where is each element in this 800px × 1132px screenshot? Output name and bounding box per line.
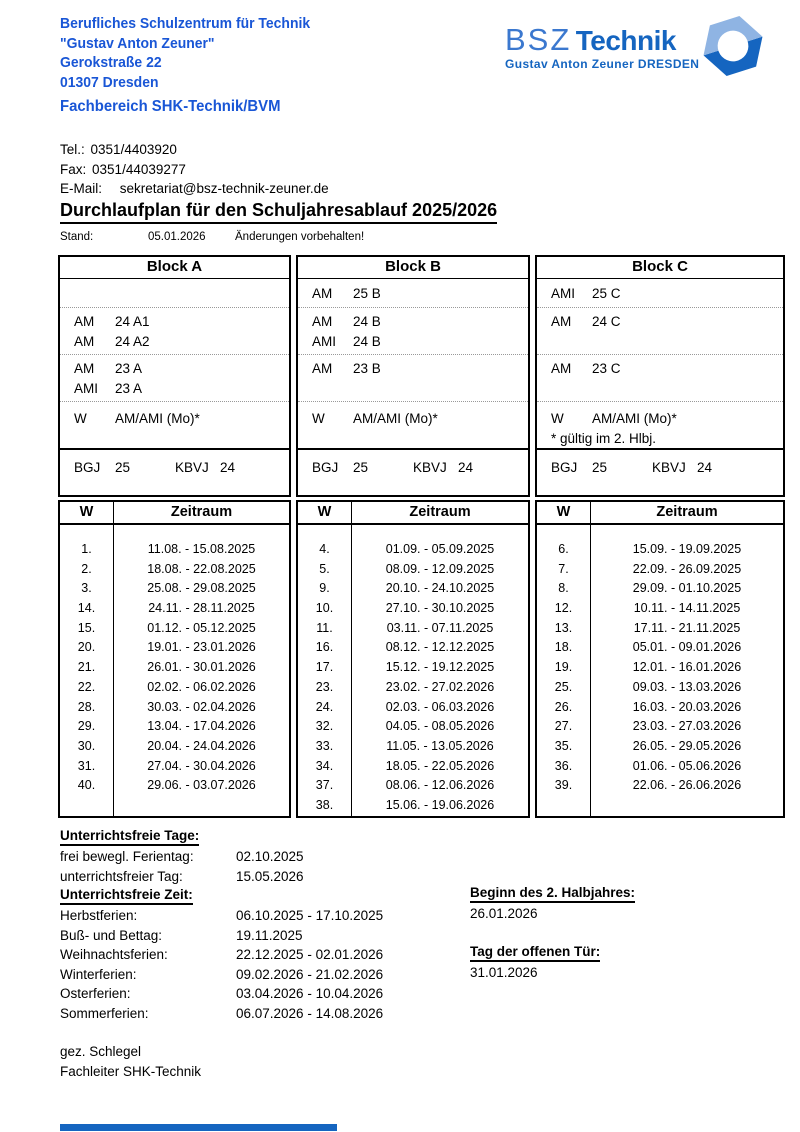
week-table-body (60, 525, 289, 816)
week-table (296, 500, 530, 818)
week-number: 37. (315, 778, 334, 793)
class-row (298, 279, 528, 307)
week-number: 28. (77, 699, 96, 714)
w-row (60, 401, 289, 448)
w-line (551, 409, 783, 429)
week-number: 5. (319, 561, 330, 576)
week-number: 11. (316, 620, 333, 635)
week-range: 01.12. - 05.12.2025 (147, 620, 256, 635)
bgj-row (60, 448, 289, 495)
week-range: 01.06. - 05.06.2026 (632, 758, 742, 773)
block-info-box (58, 255, 291, 497)
free-days-list (60, 847, 460, 886)
week-number: 7. (558, 561, 569, 576)
week-range-column (591, 525, 783, 816)
info-value: 19.11.2025 (236, 927, 303, 943)
week-range: 15.06. - 19.06.2026 (385, 797, 495, 812)
block-title: Block C (537, 257, 783, 279)
class-name: 25 B (353, 286, 381, 301)
class-row (537, 354, 783, 401)
class-name: 24 A2 (115, 334, 150, 349)
class-line (551, 359, 783, 379)
week-range: 22.06. - 26.06.2026 (632, 778, 742, 793)
week-number: 15. (77, 620, 96, 635)
week-range: 08.09. - 12.09.2025 (385, 561, 495, 576)
zeitraum-col-header: Zeitraum (656, 504, 718, 520)
week-col-header: W (298, 502, 352, 523)
info-row (60, 867, 460, 887)
week-range: 15.12. - 19.12.2025 (385, 660, 495, 675)
info-row (60, 984, 460, 1004)
week-number: 17. (315, 660, 334, 675)
info-row (60, 906, 460, 926)
kbvj-label: KBVJ (652, 460, 686, 475)
week-number: 32. (315, 719, 334, 734)
school-name-line: "Gustav Anton Zeuner" (60, 34, 215, 52)
contact-block (60, 140, 329, 199)
week-range: 24.11. - 28.11.2025 (148, 601, 255, 616)
week-range: 23.03. - 27.03.2026 (632, 719, 742, 734)
info-row (60, 965, 460, 985)
class-line (551, 312, 783, 332)
week-number: 21. (77, 660, 96, 675)
week-number: 13. (554, 620, 573, 635)
block-info-box (535, 255, 785, 497)
week-number: 35. (554, 738, 573, 753)
week-number: 30. (77, 738, 96, 753)
week-number: 23. (315, 679, 334, 694)
week-range-column (114, 525, 289, 816)
class-type-label: AM (74, 361, 95, 376)
w-value: AM/AMI (Mo)* (115, 411, 200, 426)
week-number: 24. (315, 699, 334, 714)
info-row (60, 945, 460, 965)
fax-label: Fax: (60, 161, 87, 177)
week-range: 09.03. - 13.03.2026 (632, 679, 742, 694)
logo-text (505, 22, 701, 71)
week-number: 19. (554, 660, 573, 675)
bgj-value: 25 (115, 460, 131, 475)
open-day-heading: Tag der offenen Tür: (470, 943, 750, 963)
second-half-date: 26.01.2026 (470, 906, 538, 921)
info-value: 09.02.2026 - 21.02.2026 (236, 966, 384, 982)
week-range: 30.03. - 02.04.2026 (147, 699, 256, 714)
school-street: Gerokstraße 22 (60, 54, 162, 71)
week-table-header (537, 502, 783, 525)
week-range: 20.10. - 24.10.2025 (385, 581, 495, 596)
class-name: 24 C (592, 314, 621, 329)
w-label: W (74, 411, 87, 426)
fax-number: 0351/44039277 (92, 161, 186, 177)
week-range: 20.04. - 24.04.2026 (147, 738, 256, 753)
week-range: 15.09. - 19.09.2025 (632, 542, 742, 556)
info-label: Weihnachtsferien: (60, 947, 168, 962)
class-name: 24 A1 (115, 314, 150, 329)
week-range: 04.05. - 08.05.2026 (385, 719, 495, 734)
week-col-header: W (60, 502, 114, 523)
class-line (312, 312, 528, 332)
bgj-line (74, 458, 289, 478)
kbvj-value: 24 (220, 460, 236, 475)
info-label: Sommerferien: (60, 1005, 149, 1021)
class-row (537, 279, 783, 307)
week-number: 27. (554, 719, 573, 734)
week-range: 29.09. - 01.10.2025 (632, 581, 742, 596)
week-range: 13.04. - 17.04.2026 (147, 719, 256, 734)
week-number: 4. (319, 542, 330, 556)
logo-bsz-text: BSZ (505, 22, 572, 57)
block-title: Block B (298, 257, 528, 279)
class-name: 24 B (353, 334, 381, 349)
week-range: 01.09. - 05.09.2025 (385, 542, 495, 556)
week-range: 18.08. - 22.08.2025 (147, 561, 256, 576)
week-range: 23.02. - 27.02.2026 (385, 679, 495, 694)
class-type-label: AMI (74, 381, 99, 396)
bgj-row (298, 448, 528, 495)
stand-note: Änderungen vorbehalten! (235, 231, 365, 243)
stand-label: Stand: (60, 231, 94, 243)
logo-technik-text: Technik (575, 25, 676, 56)
week-table (535, 500, 785, 818)
week-number: 38. (315, 797, 334, 812)
week-table (58, 500, 291, 818)
hexagon-nut-icon (701, 14, 765, 78)
stand-date: 05.01.2026 (148, 231, 206, 243)
bgj-line (551, 458, 783, 478)
week-number: 25. (554, 679, 573, 694)
week-range: 19.01. - 23.01.2026 (147, 640, 256, 655)
fax-line (60, 160, 329, 180)
class-type-label: AM (74, 334, 95, 349)
email-label: E-Mail: (60, 181, 103, 196)
class-type-label: AMI (312, 334, 337, 349)
w-value: AM/AMI (Mo)* (592, 411, 677, 426)
week-table-body (537, 525, 783, 816)
info-value: 06.10.2025 - 17.10.2025 (236, 908, 384, 923)
w-row (537, 401, 783, 448)
phone-label: Tel.: (60, 142, 85, 157)
week-number: 36. (554, 758, 573, 773)
dates-info (470, 884, 750, 983)
bgj-label: BGJ (74, 460, 101, 475)
week-number-column (298, 525, 352, 816)
week-number: 9. (319, 581, 330, 596)
status-line (60, 231, 760, 245)
week-number: 1. (81, 542, 92, 556)
class-type-label: AM (551, 314, 572, 329)
week-number: 20. (77, 640, 96, 655)
class-row (60, 279, 289, 307)
bgj-line (312, 458, 528, 478)
kbvj-label: KBVJ (413, 460, 447, 475)
week-range: 10.11. - 14.11.2025 (633, 601, 741, 616)
email-address: sekretariat@bsz-technik-zeuner.de (119, 181, 329, 196)
class-line (74, 312, 289, 332)
kbvj-label: KBVJ (175, 460, 209, 475)
phone-line (60, 140, 329, 160)
kbvj-value: 24 (697, 460, 713, 475)
week-range: 11.08. - 15.08.2025 (147, 542, 256, 556)
week-range: 18.05. - 22.05.2026 (385, 758, 495, 773)
week-table-header (298, 502, 528, 525)
week-range: 08.06. - 12.06.2026 (385, 778, 495, 793)
info-row (60, 847, 460, 867)
email-line (60, 179, 329, 199)
week-number: 14. (77, 601, 96, 616)
week-number: 10. (315, 601, 334, 616)
class-type-label: AM (312, 361, 333, 376)
w-line (74, 409, 289, 429)
info-label: Winterferien: (60, 966, 137, 982)
bgj-value: 25 (353, 460, 369, 475)
signature-block (60, 1042, 201, 1081)
department-title: Fachbereich SHK-Technik/BVM (60, 98, 281, 115)
class-line (74, 359, 289, 379)
second-half-heading: Beginn des 2. Halbjahres: (470, 884, 750, 904)
block-title: Block A (60, 257, 289, 279)
week-table-body (298, 525, 528, 816)
class-name: 25 C (592, 286, 621, 301)
class-row (298, 307, 528, 354)
week-number: 26. (554, 699, 573, 714)
week-range: 12.01. - 16.01.2026 (632, 660, 742, 675)
class-row (298, 354, 528, 401)
w-line (312, 409, 528, 429)
info-value: 02.10.2025 (236, 849, 304, 864)
signature-role: Fachleiter SHK-Technik (60, 1063, 202, 1079)
week-range: 02.02. - 06.02.2026 (147, 679, 256, 694)
week-col-header: W (537, 502, 591, 523)
week-number: 29. (77, 719, 96, 734)
school-name-line: Berufliches Schulzentrum für Technik (60, 15, 311, 32)
class-row (537, 307, 783, 354)
week-range: 29.06. - 03.07.2026 (147, 778, 256, 793)
info-row (60, 1004, 460, 1024)
week-range: 26.05. - 29.05.2026 (632, 738, 742, 753)
week-table-header (60, 502, 289, 525)
class-row (60, 307, 289, 354)
info-value: 22.12.2025 - 02.01.2026 (236, 947, 384, 962)
class-line (312, 284, 528, 304)
logo-subtitle: Gustav Anton Zeuner DRESDEN (505, 57, 700, 71)
class-type-label: AM (551, 361, 572, 376)
week-range: 22.09. - 26.09.2025 (632, 561, 742, 576)
w-note: * gültig im 2. Hlbj. (551, 431, 657, 446)
class-line (74, 332, 289, 352)
school-city: 01307 Dresden (60, 73, 159, 91)
week-range: 17.11. - 21.11.2025 (633, 620, 741, 635)
footer-accent-bar (60, 1124, 337, 1131)
info-row (60, 926, 460, 946)
info-label: frei bewegl. Ferientag: (60, 849, 194, 864)
week-range: 26.01. - 30.01.2026 (147, 660, 256, 675)
info-value: 06.07.2026 - 14.08.2026 (236, 1005, 384, 1021)
bgj-label: BGJ (312, 460, 339, 475)
week-range: 16.03. - 20.03.2026 (632, 699, 742, 714)
week-number: 40. (77, 778, 96, 793)
week-number: 2. (81, 561, 92, 576)
zeitraum-col-header: Zeitraum (409, 504, 471, 520)
phone-number: 0351/4403920 (90, 142, 177, 157)
class-name: 23 A (115, 361, 143, 376)
class-row (60, 354, 289, 401)
class-name: 23 A (115, 381, 143, 396)
class-line (312, 332, 528, 352)
block-info-box (296, 255, 530, 497)
info-label: Osterferien: (60, 986, 131, 1001)
class-type-label: AMI (551, 286, 576, 301)
free-time-list (60, 906, 460, 1023)
week-number-column (537, 525, 591, 816)
week-number: 22. (77, 679, 96, 694)
school-address (60, 14, 310, 92)
class-type-label: AM (312, 314, 333, 329)
week-range-column (352, 525, 528, 816)
info-label: Herbstferien: (60, 908, 138, 923)
open-day-date: 31.01.2026 (470, 965, 538, 980)
bgj-value: 25 (592, 460, 608, 475)
w-label: W (312, 411, 325, 426)
week-range: 05.01. - 09.01.2026 (632, 640, 742, 655)
week-number: 18. (554, 640, 573, 655)
week-range: 11.05. - 13.05.2026 (386, 738, 494, 753)
zeitraum-col-header: Zeitraum (170, 504, 233, 520)
week-number: 16. (315, 640, 334, 655)
logo (505, 14, 765, 82)
free-days-heading: Unterrichtsfreie Tage: (60, 827, 460, 847)
w-value: AM/AMI (Mo)* (353, 411, 438, 426)
week-number: 31. (77, 758, 96, 773)
week-range: 27.04. - 30.04.2026 (147, 758, 256, 773)
w-label: W (551, 411, 564, 426)
kbvj-value: 24 (458, 460, 474, 475)
week-number: 6. (558, 542, 569, 556)
page-title: Durchlaufplan für den Schuljahresablauf 2025/2026 (60, 200, 497, 224)
week-range: 25.08. - 29.08.2025 (147, 581, 256, 596)
bgj-label: BGJ (551, 460, 578, 475)
info-label: Buß- und Bettag: (60, 927, 163, 943)
week-number: 34. (315, 758, 334, 773)
week-number: 12. (554, 601, 573, 616)
info-label: unterrichtsfreier Tag: (60, 868, 183, 884)
week-range: 02.03. - 06.03.2026 (385, 699, 495, 714)
week-range: 08.12. - 12.12.2025 (385, 640, 495, 655)
week-range: 03.11. - 07.11.2025 (386, 620, 494, 635)
signature-name: gez. Schlegel (60, 1044, 142, 1059)
free-time-heading: Unterrichtsfreie Zeit: (60, 886, 460, 906)
w-row (298, 401, 528, 448)
info-value: 15.05.2026 (236, 868, 304, 884)
week-number: 3. (81, 581, 92, 596)
holiday-info (60, 827, 460, 1023)
class-name: 24 B (353, 314, 381, 329)
bgj-row (537, 448, 783, 495)
class-line (74, 379, 289, 399)
week-number-column (60, 525, 114, 816)
class-line (551, 284, 783, 304)
class-name: 23 B (353, 361, 381, 376)
class-type-label: AM (74, 314, 95, 329)
week-number: 8. (558, 581, 569, 596)
class-name: 23 C (592, 361, 621, 376)
class-line (312, 359, 528, 379)
week-number: 39. (554, 778, 573, 793)
info-value: 03.04.2026 - 10.04.2026 (236, 986, 384, 1001)
class-type-label: AM (312, 286, 333, 301)
week-range: 27.10. - 30.10.2025 (385, 601, 495, 616)
week-number: 33. (315, 738, 334, 753)
